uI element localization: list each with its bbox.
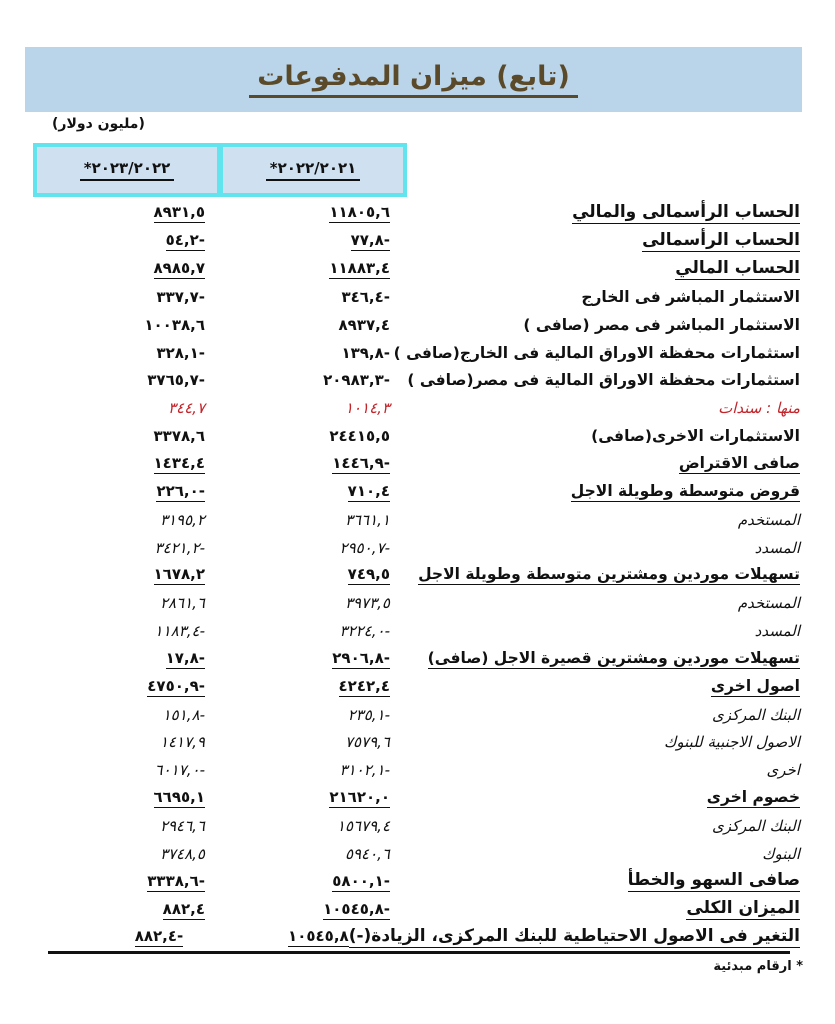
table-row: [0, 589, 835, 617]
table-row: [0, 533, 835, 561]
value-fy2021-22: ٥٨٠٠,١-: [332, 871, 390, 890]
row-label: صافى الاقتراض: [678, 454, 800, 473]
value-fy2021-22: ٢٤٤١٥,٥: [329, 427, 390, 446]
value-fy2021-22: ٨٩٣٧,٤: [338, 315, 390, 334]
table-row: [0, 505, 835, 533]
row-label: التغير فى الاصول الاحتياطية للبنك المركزى، الزيادة(-): [348, 925, 800, 946]
value-fy2022-23: ٣٧٤٨,٥: [159, 844, 205, 863]
value-fy2021-22: ٢٩٠٦,٨-: [332, 648, 390, 667]
table-row: [0, 561, 835, 589]
value-fy2022-23: ٣٤٤,٧: [168, 399, 205, 418]
table-row: [0, 422, 835, 450]
table-row: [0, 283, 835, 311]
value-fy2021-22: ٣٢٢٤,٠-: [339, 622, 390, 641]
row-label: صافى السهو والخطأ: [627, 870, 800, 891]
row-label: استثمارات محفظة الاوراق المالية فى مصر(صافى ): [407, 371, 800, 390]
value-fy2022-23: ٨٨٢,٤-: [134, 927, 184, 946]
table-row: [0, 255, 835, 283]
value-fy2022-23: ١٤٣٤,٤: [153, 454, 205, 473]
title-band: [25, 47, 802, 112]
column-header-fy2021-22: [223, 147, 403, 193]
value-fy2021-22: ٢١٦٢٠,٠: [329, 788, 390, 807]
value-fy2022-23: ٦٠١٧,٠-: [154, 761, 205, 780]
value-fy2022-23: ١٥١,٨-: [162, 705, 205, 724]
value-fy2021-22: ٥٩٤٠,٦: [344, 844, 390, 863]
balance-table: [0, 199, 835, 951]
row-label: البنك المركزى: [711, 705, 800, 724]
table-row: [0, 366, 835, 394]
value-fy2022-23: ٨٩٣١,٥: [153, 203, 205, 222]
table-row: [0, 394, 835, 422]
value-fy2022-23: ١٧,٨-: [165, 648, 205, 667]
table-row: [0, 199, 835, 227]
value-fy2021-22: ٤٢٤٢,٤: [338, 676, 390, 695]
row-label: الاستثمارات الاخرى(صافى): [591, 427, 800, 446]
footnote: * ارقام مبدئية: [713, 959, 803, 974]
row-label: المسدد: [754, 538, 800, 557]
value-fy2022-23: ٣٣٧,٧-: [156, 287, 205, 306]
unit-label: (مليون دولار): [52, 116, 145, 132]
row-label: الحساب الرأسمالى والمالي: [572, 201, 800, 222]
row-label: البنوك: [762, 844, 800, 863]
value-fy2022-23: ٨٨٢,٤: [162, 899, 205, 918]
row-label: الحساب الرأسمالى: [642, 229, 800, 250]
value-fy2021-22: ١١٨٨٣,٤: [329, 259, 390, 278]
table-row: [0, 728, 835, 756]
value-fy2022-23: ٣٧٦٥,٧-: [147, 371, 205, 390]
value-fy2021-22: ٢٩٥٠,٧-: [339, 538, 390, 557]
table-row: [0, 672, 835, 700]
value-fy2021-22: ٧٤٩,٥: [347, 565, 390, 584]
row-label: اخرى: [766, 761, 800, 780]
row-label: خصوم اخرى: [706, 788, 800, 807]
value-fy2021-22: ٣٤٦,٤-: [341, 287, 390, 306]
value-fy2021-22: ١١٨٠٥,٦: [329, 203, 390, 222]
table-row: [0, 895, 835, 923]
table-row: [0, 227, 835, 255]
table-row: [0, 756, 835, 784]
value-fy2021-22: ٣١٠٢,١-: [339, 761, 390, 780]
column-header-fy2022-23: [37, 147, 217, 193]
table-row: [0, 867, 835, 895]
value-fy2022-23: ٣١٩٥,٢: [159, 510, 205, 529]
column-header-fy2022-23-label: *٢٠٢٣/٢٠٢٢: [80, 159, 175, 181]
table-row: [0, 645, 835, 673]
value-fy2021-22: ١٤٤٦,٩-: [332, 454, 390, 473]
page-title: (تابع) ميزان المدفوعات: [249, 61, 578, 98]
table-row: [0, 923, 835, 951]
row-label: الاستثمار المباشر فى الخارج: [581, 287, 800, 306]
column-header-fy2021-22-label: *٢٠٢٢/٢٠٢١: [266, 159, 361, 181]
table-bottom-rule: [48, 951, 790, 954]
table-row: [0, 338, 835, 366]
row-label: قروض متوسطة وطويلة الاجل: [570, 481, 800, 500]
table-row: [0, 310, 835, 338]
table-row: [0, 450, 835, 478]
value-fy2021-22: ١٠٥٤٥,٨-: [323, 899, 390, 918]
table-row: [0, 839, 835, 867]
row-label: تسهيلات موردين ومشترين متوسطة وطويلة الاجل: [418, 565, 800, 584]
value-fy2021-22: ١٠١٤,٣: [344, 399, 390, 418]
table-row: [0, 477, 835, 505]
table-row: [0, 812, 835, 840]
value-fy2021-22: ٧٧,٨-: [350, 231, 390, 250]
value-fy2022-23: ٨٩٨٥,٧: [153, 259, 205, 278]
row-label: اصول اخرى: [710, 676, 800, 695]
value-fy2022-23: ٤٧٥٠,٩-: [147, 676, 205, 695]
value-fy2021-22: ١٣٩,٨-: [341, 343, 390, 362]
table-row: [0, 700, 835, 728]
value-fy2022-23: ١٤١٧,٩: [159, 733, 205, 752]
value-fy2022-23: ١٠٠٣٨,٦: [144, 315, 205, 334]
value-fy2022-23: ٥٤,٢-: [165, 231, 205, 250]
value-fy2021-22: ١٥٦٧٩,٤: [336, 816, 390, 835]
row-label: المستخدم: [737, 594, 800, 613]
table-row: [0, 784, 835, 812]
row-label: تسهيلات موردين ومشترين قصيرة الاجل (صافى): [427, 648, 800, 667]
value-fy2022-23: ٢٨٦١,٦: [159, 594, 205, 613]
row-label: المستخدم: [737, 510, 800, 529]
value-fy2022-23: ٣٣٣٨,٦-: [147, 871, 205, 890]
row-label: منها : سندات: [718, 399, 800, 418]
row-label: الميزان الكلى: [686, 898, 800, 919]
value-fy2022-23: ١١٨٣,٤-: [154, 622, 205, 641]
row-label: استثمارات محفظة الاوراق المالية فى الخارج(صافى ): [393, 343, 800, 362]
value-fy2022-23: ٣٣٧٨,٦: [153, 427, 205, 446]
row-label: الحساب المالي: [675, 257, 800, 278]
year-columns-header: [33, 143, 407, 197]
row-label: الاستثمار المباشر فى مصر (صافى ): [523, 315, 800, 334]
value-fy2022-23: ٢٩٤٦,٦: [159, 816, 205, 835]
value-fy2021-22: ٣٩٧٣,٥: [344, 594, 390, 613]
value-fy2021-22: ١٠٥٤٥,٨: [288, 927, 349, 946]
value-fy2021-22: ٧٥٧٩,٦: [344, 733, 390, 752]
value-fy2021-22: ٣٦٦١,١: [344, 510, 390, 529]
value-fy2022-23: ٣٤٢١,٢-: [154, 538, 205, 557]
value-fy2021-22: ٧١٠,٤: [347, 481, 390, 500]
value-fy2022-23: ٣٢٨,١-: [156, 343, 205, 362]
value-fy2021-22: ٢٣٥,١-: [347, 705, 390, 724]
value-fy2021-22: ٢٠٩٨٣,٣-: [323, 371, 390, 390]
value-fy2022-23: ٢٢٦,٠-: [156, 481, 205, 500]
row-label: البنك المركزى: [711, 816, 800, 835]
value-fy2022-23: ٦٦٩٥,١: [153, 788, 205, 807]
row-label: المسدد: [754, 622, 800, 641]
value-fy2022-23: ١٦٧٨,٢: [153, 565, 205, 584]
row-label: الاصول الاجنبية للبنوك: [664, 733, 800, 752]
table-row: [0, 617, 835, 645]
